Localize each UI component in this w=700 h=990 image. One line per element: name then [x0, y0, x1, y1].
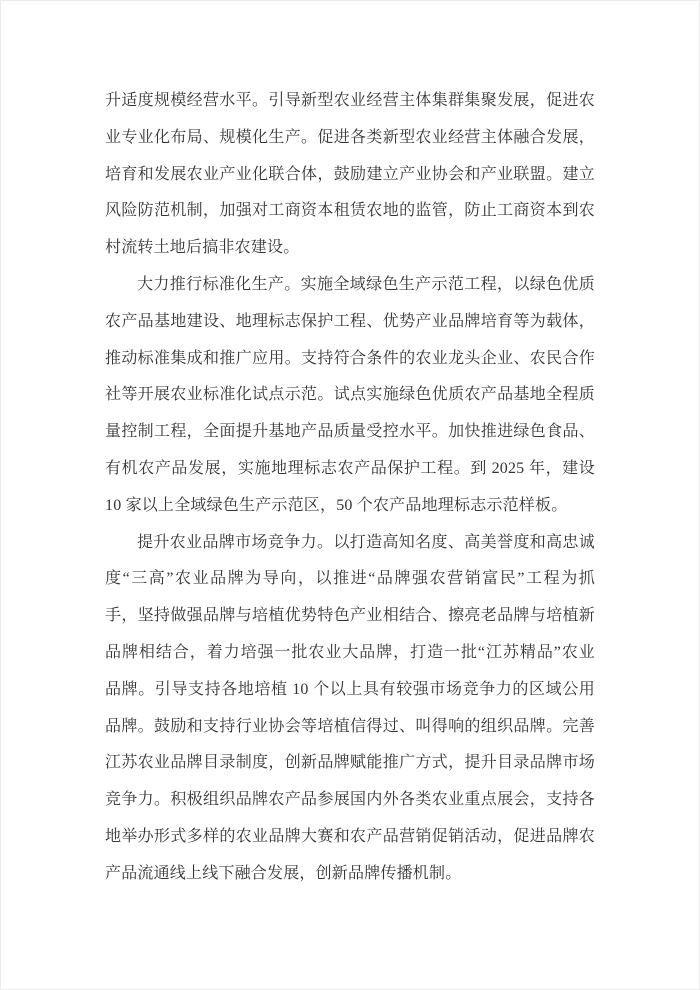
- text-line: 地举办形式多样的农业品牌大赛和农产品营销促销活动，促进品牌农: [105, 827, 595, 845]
- paragraph: [105, 267, 595, 525]
- paragraph: [105, 525, 595, 893]
- text-line: 品牌。鼓励和支持行业协会等培植信得过、叫得响的组织品牌。完善: [105, 717, 595, 735]
- text-line: 农产品基地建设、地理标志保护工程、优势产业品牌培育等为载体，: [105, 312, 595, 330]
- text-line: 大力推行标准化生产。实施全域绿色生产示范工程，以绿色优质: [137, 275, 595, 293]
- text-line: 品牌相结合，着力培强一批农业大品牌，打造一批“江苏精品”农业: [105, 643, 595, 661]
- paragraph: [105, 83, 595, 267]
- text-line: 竞争力。积极组织品牌农产品参展国内外各类农业重点展会，支持各: [105, 791, 595, 809]
- text-line: 提升农业品牌市场竞争力。以打造高知名度、高美誉度和高忠诚: [137, 533, 595, 551]
- text-line: 业专业化布局、规模化生产。促进各类新型农业经营主体融合发展，: [105, 128, 595, 146]
- text-line: 产品流通线上线下融合发展，创新品牌传播机制。: [105, 864, 462, 882]
- text-line: 有机农产品发展，实施地理标志农产品保护工程。到 2025 年，建设: [105, 459, 595, 477]
- text-line: 10 家以上全域绿色生产示范区，50 个农产品地理标志示范样板。: [105, 496, 568, 514]
- text-line: 量控制工程，全面提升基地产品质量受控水平。加快推进绿色食品、: [105, 423, 595, 441]
- text-line: 升适度规模经营水平。引导新型农业经营主体集群集聚发展，促进农: [105, 92, 595, 109]
- text-line: 村流转土地后搞非农建设。: [105, 239, 300, 257]
- text-line: 品牌。引导支持各地培植 10 个以上具有较强市场竞争力的区域公用: [105, 680, 595, 698]
- text-line: 手，坚持做强品牌与培植优势特色产业相结合、擦亮老品牌与培植新: [105, 607, 595, 625]
- text-line: 培育和发展农业产业化联合体，鼓励建立产业协会和产业联盟。建立: [105, 165, 595, 183]
- text-line: 社等开展农业标准化试点示范。试点实施绿色优质农产品基地全程质: [105, 386, 595, 404]
- text-line: 风险防范机制，加强对工商资本租赁农地的监管，防止工商资本到农: [105, 202, 595, 220]
- text-line: 江苏农业品牌目录制度，创新品牌赋能推广方式，提升目录品牌市场: [105, 754, 595, 772]
- text-line: 推动标准集成和推广应用。支持符合条件的农业龙头企业、农民合作: [105, 349, 595, 367]
- text-line: 度“三高”农业品牌为导向，以推进“品牌强农营销富民”工程为抓: [105, 570, 595, 588]
- document-body: [105, 83, 595, 893]
